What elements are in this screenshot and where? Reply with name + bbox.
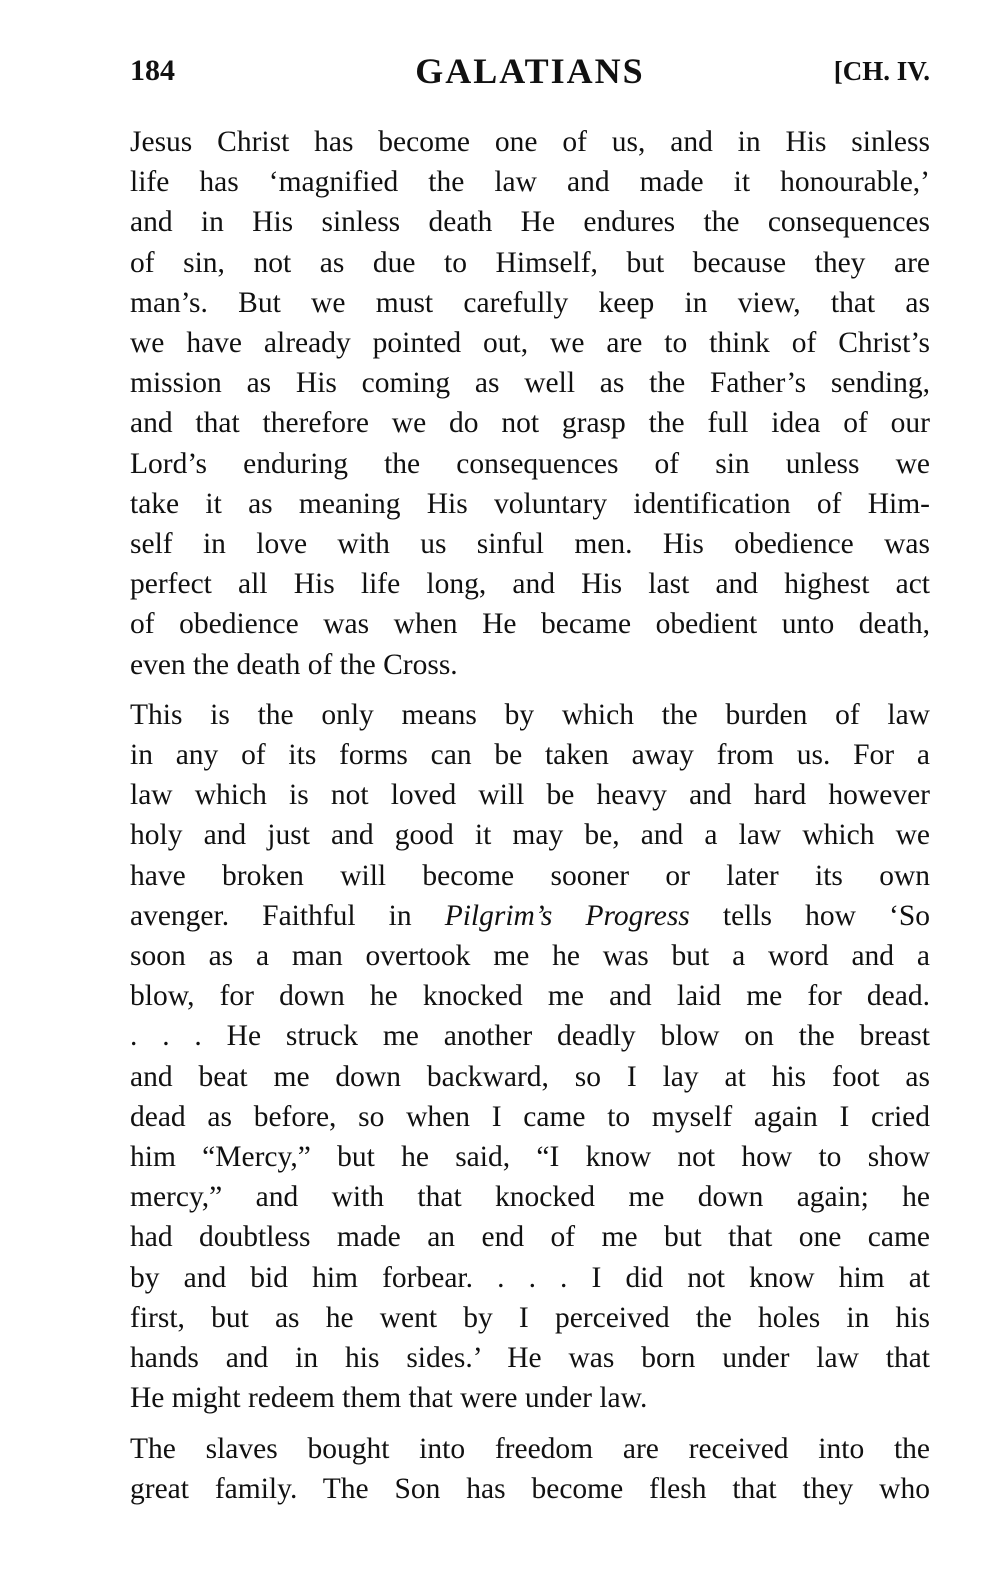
text-line: mercy,” and with that knocked me down again; he (130, 1181, 930, 1214)
text-line: and in His sinless death He endures the consequences (130, 206, 930, 239)
text-line: mission as His coming as well as the Father’s sending, (130, 367, 930, 400)
text-line: of obedience was when He became obedient unto death, (130, 608, 930, 641)
text-line: Jesus Christ has become one of us, and in His sinless (130, 126, 930, 158)
text-line: first, but as he went by I perceived the holes in his (130, 1301, 930, 1334)
text-line: have broken will become sooner or later its own (130, 859, 930, 892)
text-line: dead as before, so when I came to myself again I cried (130, 1100, 930, 1133)
book-title-italic: Pilgrim’s Progress (444, 899, 690, 932)
text-line: self in love with us sinful men. His obedience was (130, 528, 930, 561)
text-line: in any of its forms can be taken away from us. For a (130, 739, 930, 772)
text-line: had doubtless made an end of me but that one came (130, 1221, 930, 1254)
text-line: soon as a man overtook me he was but a word and a (130, 940, 930, 973)
text-line: The slaves bought into freedom are received into the (130, 1432, 930, 1465)
text-line: law which is not loved will be heavy and hard however (130, 779, 930, 812)
text-line: This is the only means by which the burden of law (130, 698, 930, 731)
text-line: He might redeem them that were under law. (130, 1382, 648, 1415)
text-line: him “Mercy,” but he said, “I know not how to show (130, 1141, 930, 1174)
book-page (130, 50, 930, 1509)
text-line: of sin, not as due to Himself, but because they are (130, 246, 930, 279)
running-head (130, 50, 930, 102)
text-line: Lord’s enduring the consequences of sin unless we (130, 447, 930, 480)
text-line: life has ‘magnified the law and made it honourable,’ (130, 166, 930, 199)
text-line: take it as meaning His voluntary identification of Him- (130, 487, 930, 520)
text-line: man’s. But we must carefully keep in view, that as (130, 286, 930, 319)
paragraph-3 (130, 1429, 930, 1509)
text-run: tells how ‘So (689, 899, 930, 932)
text-line: and that therefore we do not grasp the full idea of our (130, 407, 930, 440)
text-line: blow, for down he knocked me and laid me for dead. (130, 980, 930, 1013)
text-line: and beat me down backward, so I lay at his foot as (130, 1060, 930, 1093)
paragraph-2 (130, 695, 930, 1419)
text-line: even the death of the Cross. (130, 648, 458, 681)
page-number: 184 (130, 54, 175, 87)
text-line: great family. The Son has become flesh that they who (130, 1472, 930, 1505)
paragraph-1 (130, 122, 930, 685)
text-line: holy and just and good it may be, and a law which we (130, 819, 930, 852)
text-line: by and bid him forbear. . . . I did not know him at (130, 1261, 930, 1294)
text-line: hands and in his sides.’ He was born under law that (130, 1342, 930, 1375)
running-title: GALATIANS (415, 51, 645, 91)
text-line: we have already pointed out, we are to think of Christ’s (130, 327, 930, 360)
text-run: avenger. Faithful in (130, 899, 445, 932)
text-line: perfect all His life long, and His last and highest act (130, 568, 930, 601)
text-line: . . . He struck me another deadly blow on the breast (130, 1020, 930, 1053)
chapter-reference: [CH. IV. (833, 56, 930, 86)
text-line-pilgrim (130, 896, 930, 936)
body-text (130, 122, 930, 1509)
